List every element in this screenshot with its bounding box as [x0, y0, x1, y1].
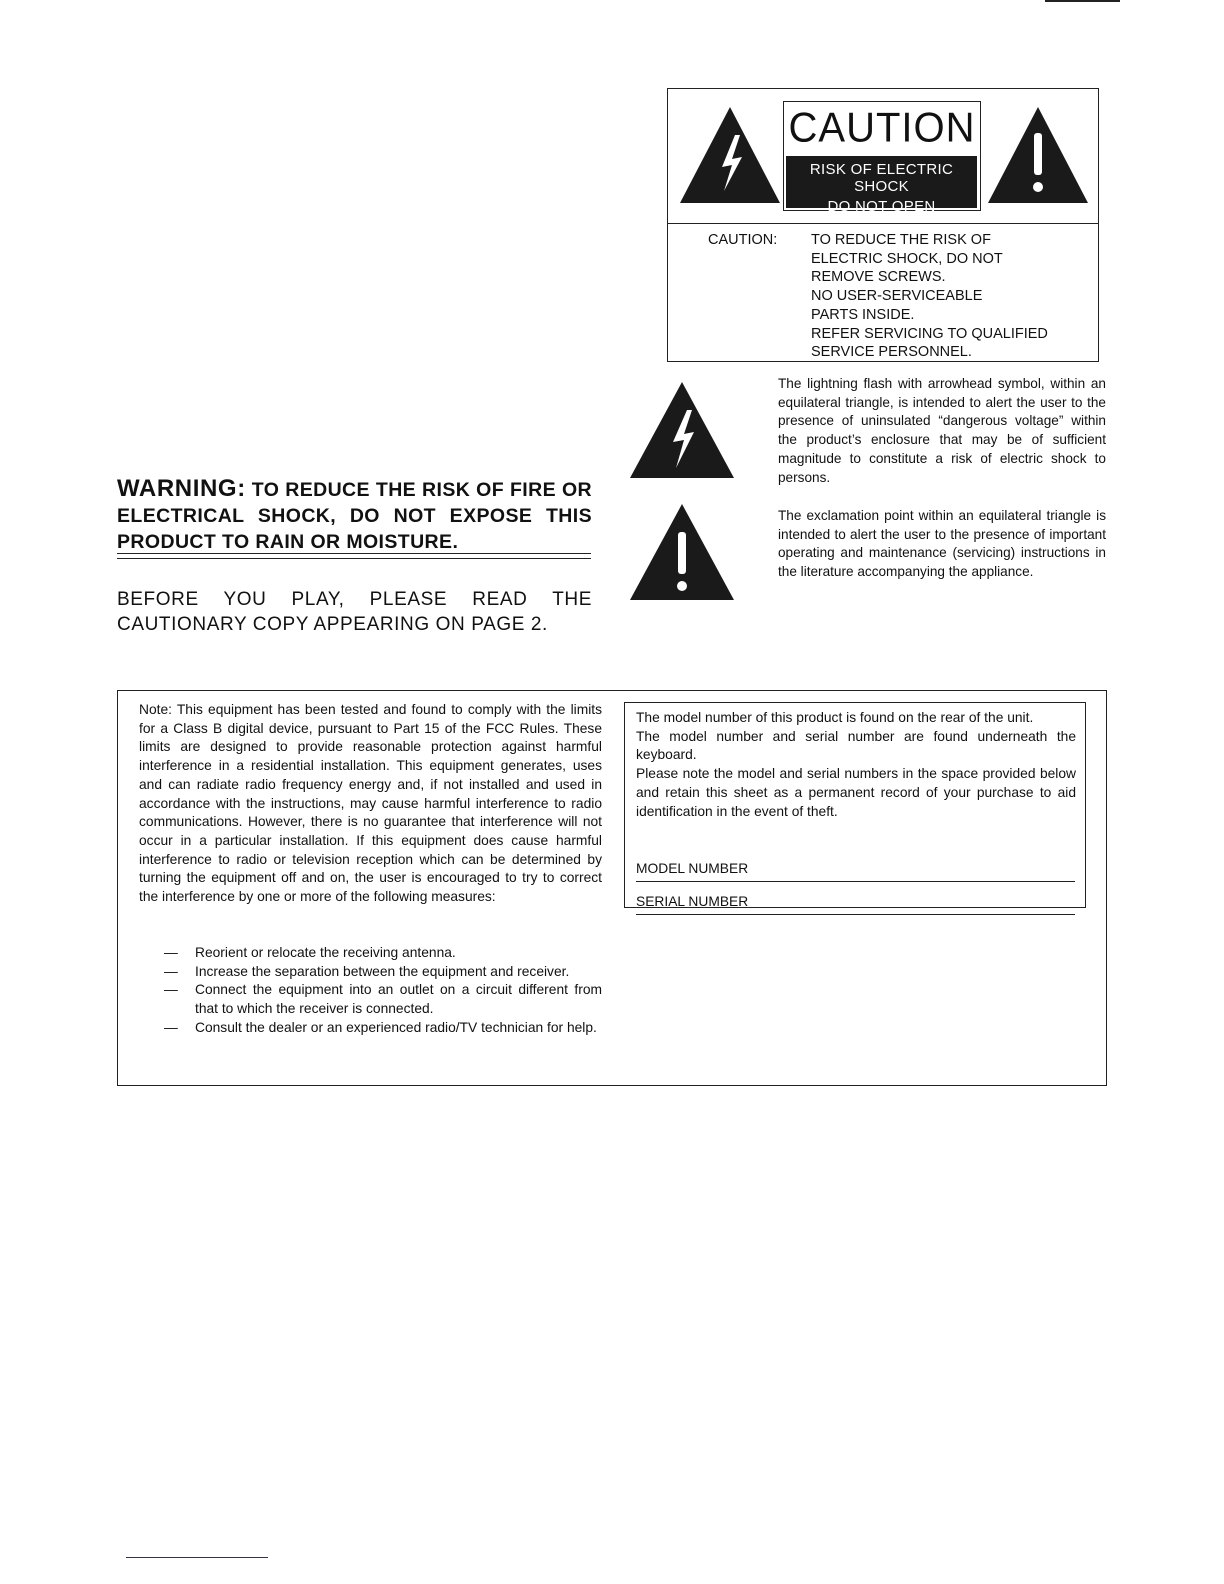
serial-number-label: SERIAL NUMBER [636, 894, 749, 909]
warning-text: TO REDUCE THE RISK OF FIRE OR ELECTRICAL SHOCK, DO NOT EXPOSE THIS PRODUCT TO RAIN OR MOISTURE. [117, 479, 592, 553]
list-dash: — [164, 982, 178, 998]
caution-key: CAUTION: [708, 232, 778, 248]
model-serial-box [624, 702, 1086, 908]
warning-lead: WARNING: [117, 475, 246, 502]
shock-line-1: RISK OF ELECTRIC SHOCK [809, 161, 954, 195]
fcc-measures-list [139, 944, 602, 1038]
measure-text: Consult the dealer or an experienced radio/TV technician for help. [195, 1019, 597, 1035]
model-number-label: MODEL NUMBER [636, 861, 749, 876]
caution-lines [811, 231, 1101, 362]
shock-line-2: DO NOT OPEN [827, 198, 936, 215]
caution-label [783, 101, 981, 215]
model-info-line: The model number and serial number are found underneath the keyboard. [636, 728, 1076, 763]
measure-text: Increase the separation between the equipment and receiver. [195, 963, 570, 979]
fcc-box [117, 690, 1107, 1086]
exclamation-symbol-icon [628, 502, 736, 602]
serial-number-line [636, 914, 1075, 915]
before-play-notice: BEFORE YOU PLAY, PLEASE READ THE CAUTIONARY COPY APPEARING ON PAGE 2. [117, 589, 592, 635]
caution-line: SERVICE PERSONNEL. [811, 344, 972, 361]
caution-line: PARTS INSIDE. [811, 306, 915, 323]
model-info-text [636, 709, 1076, 821]
shock-warning-block [786, 156, 977, 215]
list-item [139, 963, 602, 982]
list-dash: — [164, 1019, 178, 1035]
list-item [139, 944, 602, 963]
top-rule [1045, 0, 1120, 2]
warning-underline [117, 553, 591, 559]
model-number-line [636, 881, 1075, 882]
caution-line: NO USER-SERVICEABLE [811, 288, 983, 305]
caution-title: CAUTION [788, 104, 976, 152]
exclamation-explanation: The exclamation point within an equilateral triangle is intended to alert the user to the presence of important operating and maintenance (servicing) instructions in the literature accompanying the appliance. [778, 508, 1106, 580]
warning-notice [117, 476, 592, 555]
list-dash: — [164, 963, 178, 979]
list-dash: — [164, 945, 178, 960]
lightning-triangle-icon [678, 105, 782, 205]
caution-line: TO REDUCE THE RISK OF [811, 232, 991, 248]
list-item [139, 1019, 602, 1038]
caution-line: REMOVE SCREWS. [811, 269, 946, 286]
caution-line: ELECTRIC SHOCK, DO NOT [811, 250, 1003, 267]
caution-sign [667, 88, 1099, 362]
fcc-note: Note: This equipment has been tested and found to comply with the limits for a Class B digital device, pursuant to Part 15 of the FCC Rules. These limits are designed to provide reasonable protection against harmful interference in a residential installation. This equipment generates, uses and can radiate radio frequency energy and, if not installed and used in accordance with the instructions, may cause harmful interference to radio communications. However, there is no guarantee that interference will not occur in a particular installation. If this equipment does cause harmful interference to radio or television reception which can be determined by turning the equipment off and on, the user is encouraged to try to correct the interference by one or more of the following measures: [139, 702, 602, 905]
caution-line: REFER SERVICING TO QUALIFIED [811, 325, 1048, 342]
exclamation-triangle-icon [986, 105, 1090, 205]
caution-banner [668, 89, 1098, 224]
lightning-explanation: The lightning flash with arrowhead symbol, within an equilateral triangle, is intended to alert the user to the presence of uninsulated “dangerous voltage” within the product’s enclosure that may be of sufficient magnitude to constitute a risk of electric shock to persons. [778, 376, 1106, 485]
list-item [139, 981, 602, 1018]
model-info-line: The model number of this product is found on the rear of the unit. [636, 710, 1034, 725]
lightning-symbol-icon [628, 380, 736, 480]
measure-text: Reorient or relocate the receiving antenna. [195, 945, 456, 960]
model-info-line: Please note the model and serial numbers in the space provided below and retain this sheet as a permanent record of your purchase to aid identification in the event of theft. [636, 766, 1076, 819]
measure-text: Connect the equipment into an outlet on a circuit different from that to which the receiver is connected. [195, 982, 602, 1017]
bottom-rule [126, 1557, 268, 1558]
